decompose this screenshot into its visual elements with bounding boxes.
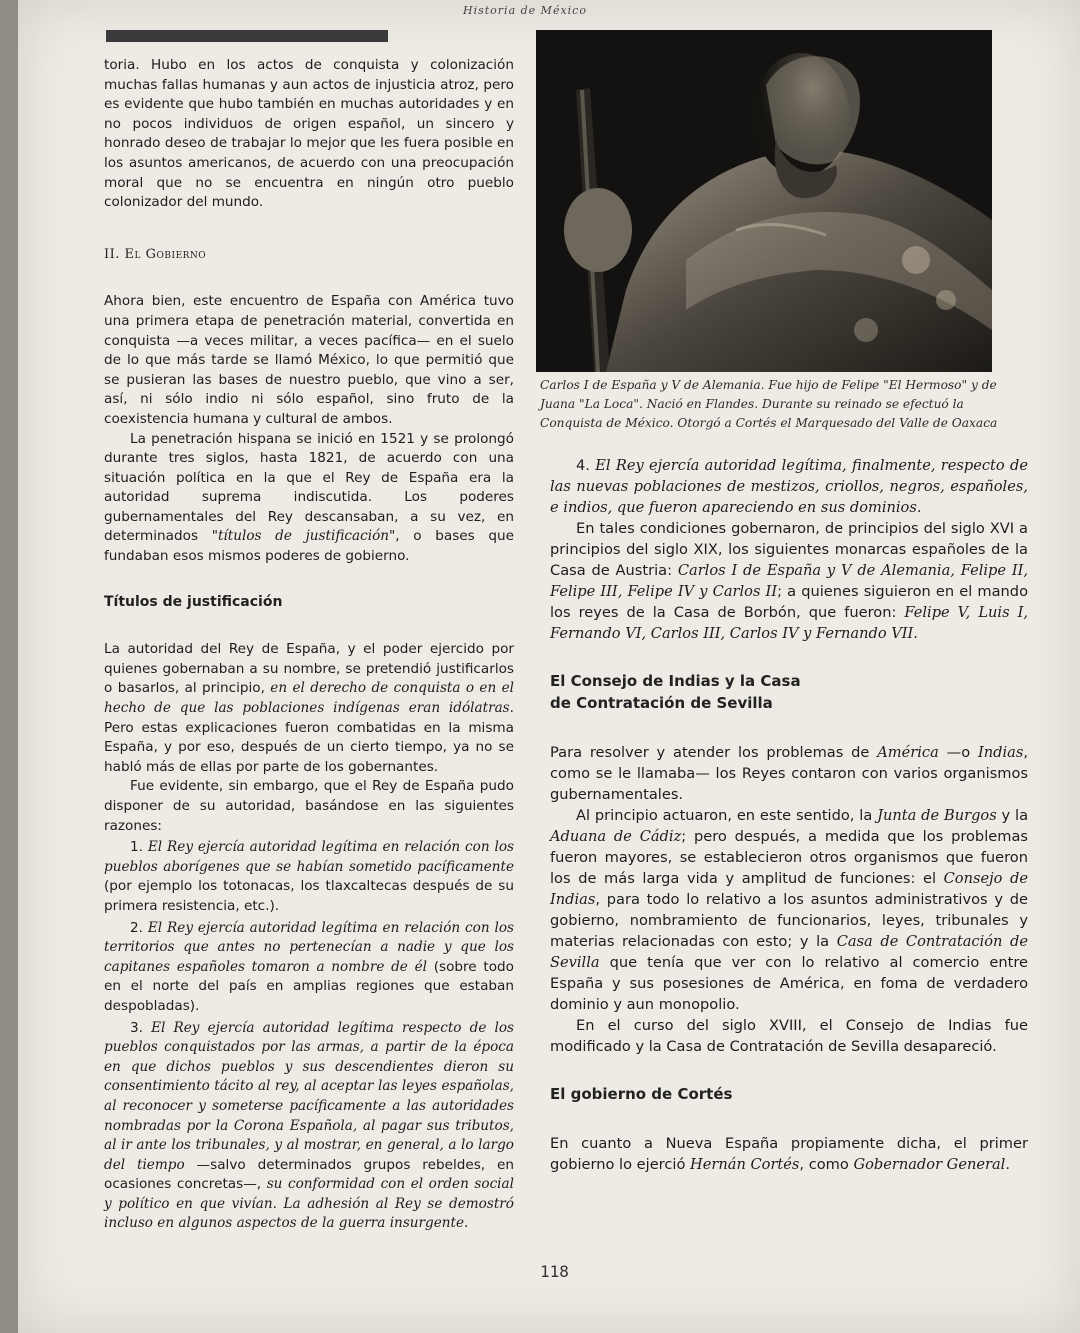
right-column: [550, 455, 1028, 1175]
paragraph: La autoridad del Rey de España, y el poder ejercido por quienes gobernaban a su nombre, se pretendió justificarlos o basarlos, al principio, en el derecho de conquista o en el hecho de que las poblaciones indígenas eran idólatras. Pero estas explicaciones fueron combatidas en la misma España, y por eso, después de un cierto tiempo, ya no se habló más de ellas por parte de los gobernantes.: [104, 641, 514, 775]
subheading-consejo: El Consejo de Indias y la Casa de Contratación de Sevilla: [550, 672, 801, 712]
section-title: II. El Gobierno: [104, 246, 207, 262]
photo-caption: Carlos I de España y V de Alemania. Fue hijo de Felipe "El Hermoso" y de Juana "La Loca". Nació en Flandes. Durante su reinado se efectuó la Conquista de México. Otorgó a Cortés el Marquesado del Valle de Oaxaca: [540, 378, 998, 430]
subheading-titulos: Títulos de justificación: [104, 593, 283, 610]
list-item: 3. El Rey ejercía autoridad legítima respecto de los pueblos conquistados por las armas, a partir de la época en que dichos pueblos y sus descendientes dieron su consentimiento tácito al rey, al aceptar las leyes españolas, al reconocer y someterse pacíficamente a las autoridades nombradas por la Corona Española, al pagar sus tributos, al ir ante los tribunales, y al mostrar, en general, a lo largo del tiempo —salvo determinados grupos rebeldes, en ocasiones concretas—, su conformidad con el orden social y político en que vivían. La adhesión al Rey se demostró incluso en algunos aspectos de la guerra insurgente.: [104, 1019, 515, 1232]
decorative-bar: [106, 30, 388, 42]
statue-image: [536, 30, 992, 372]
paragraph: La penetración hispana se inició en 1521 y se prolongó durante tres siglos, hasta 1821, de acuerdo con una situación política en la que el Rey de España era la autoridad suprema indiscutida. Los poderes gubernamentales del Rey descansaban, a su vez, en determinados "títulos de justificación", o bases que fundaban esos mismos poderes de gobierno.: [104, 430, 514, 565]
paragraph: Ahora bien, este encuentro de España con América tuvo una primera etapa de penetración material, convertida en conquista —a veces militar, a veces pacífica— en el suelo de lo que más tarde se llamó México, lo que permitió que se pusieran las bases de nuestro pueblo, que vino a ser, así, ni sólo indio ni sólo español, sino fruto de la coexistencia humana y cultural de ambos.: [104, 293, 514, 427]
list-item: 2. El Rey ejercía autoridad legítima en relación con los territorios que antes no pertenecían a nadie y que los capitanes españoles tomaron a nombre de él (sobre todo en el norte del país en amplias regiones que estaban despobladas).: [104, 919, 515, 1014]
list-item: 1. El Rey ejercía autoridad legítima en relación con los pueblos aborígenes que se habían sometido pacíficamente (por ejemplo los totonacas, los tlaxcaltecas después de su primera resistencia, etc.).: [104, 839, 515, 914]
book-page: [18, 0, 1080, 1333]
paragraph: En cuanto a Nueva España propiamente dicha, el primer gobierno lo ejerció Hernán Cortés, como Gobernador General.: [550, 1135, 1028, 1173]
left-column: [104, 56, 514, 1234]
paragraph-intro: toria. Hubo en los actos de conquista y colonización muchas fallas humanas y aun actos de injusticia atroz, pero es evidente que hubo también en muchas autoridades y en no pocos individuos de origen español, un sincero y honrado deseo de trabajar lo mejor que les fuera posible en los asuntos americanos, de acuerdo con una preocupación moral que no se encuentra en ningún otro pueblo colonizador del mundo.: [104, 57, 514, 211]
running-head: Historia de México: [463, 4, 587, 17]
page-number: 118: [540, 1262, 569, 1281]
portrait-photo: [536, 30, 992, 372]
paragraph: En tales condiciones gobernaron, de principios del siglo XVI a principios del siglo XIX, los siguientes monarcas españoles de la Casa de Austria: Carlos I de España y V de Alemania, Felipe II, Felipe III, Felipe IV y Carlos II; a quienes siguieron en el mando los reyes de la Casa de Borbón, que fueron: Felipe V, Luis I, Fernando VI, Carlos III, Carlos IV y Fernando VII.: [550, 520, 1028, 642]
paragraph: Al principio actuaron, en este sentido, la Junta de Burgos y la Aduana de Cádiz; pero después, a medida que los problemas fueron mayores, se establecieron otros organismos que fueron los de más larga vida y amplitud de funciones: el Consejo de Indias, para todo lo relativo a los asuntos administrativos y de gobierno, nombramiento de funcionarios, leyes, tribunales y materias relacionadas con esto; y la Casa de Contratación de Sevilla que tenía que ver con lo relativo al comercio entre España y sus posesiones de América, en foma de verdadero dominio y aun monopolio.: [550, 807, 1029, 1013]
list-item: 4. El Rey ejercía autoridad legítima, finalmente, respecto de las nuevas poblaciones de mestizos, criollos, negros, españoles, e indios, que fueron apareciendo en sus dominios.: [550, 457, 1028, 516]
paragraph: Para resolver y atender los problemas de América —o Indias, como se le llamaba— los Reyes contaron con varios organismos gubernamentales.: [550, 744, 1028, 803]
paragraph: Fue evidente, sin embargo, que el Rey de España pudo disponer de su autoridad, basándose en las siguientes razones:: [104, 778, 514, 834]
subheading-cortes: El gobierno de Cortés: [550, 1085, 733, 1103]
paragraph: En el curso del siglo XVIII, el Consejo de Indias fue modificado y la Casa de Contratación de Sevilla desapareció.: [550, 1017, 1028, 1055]
